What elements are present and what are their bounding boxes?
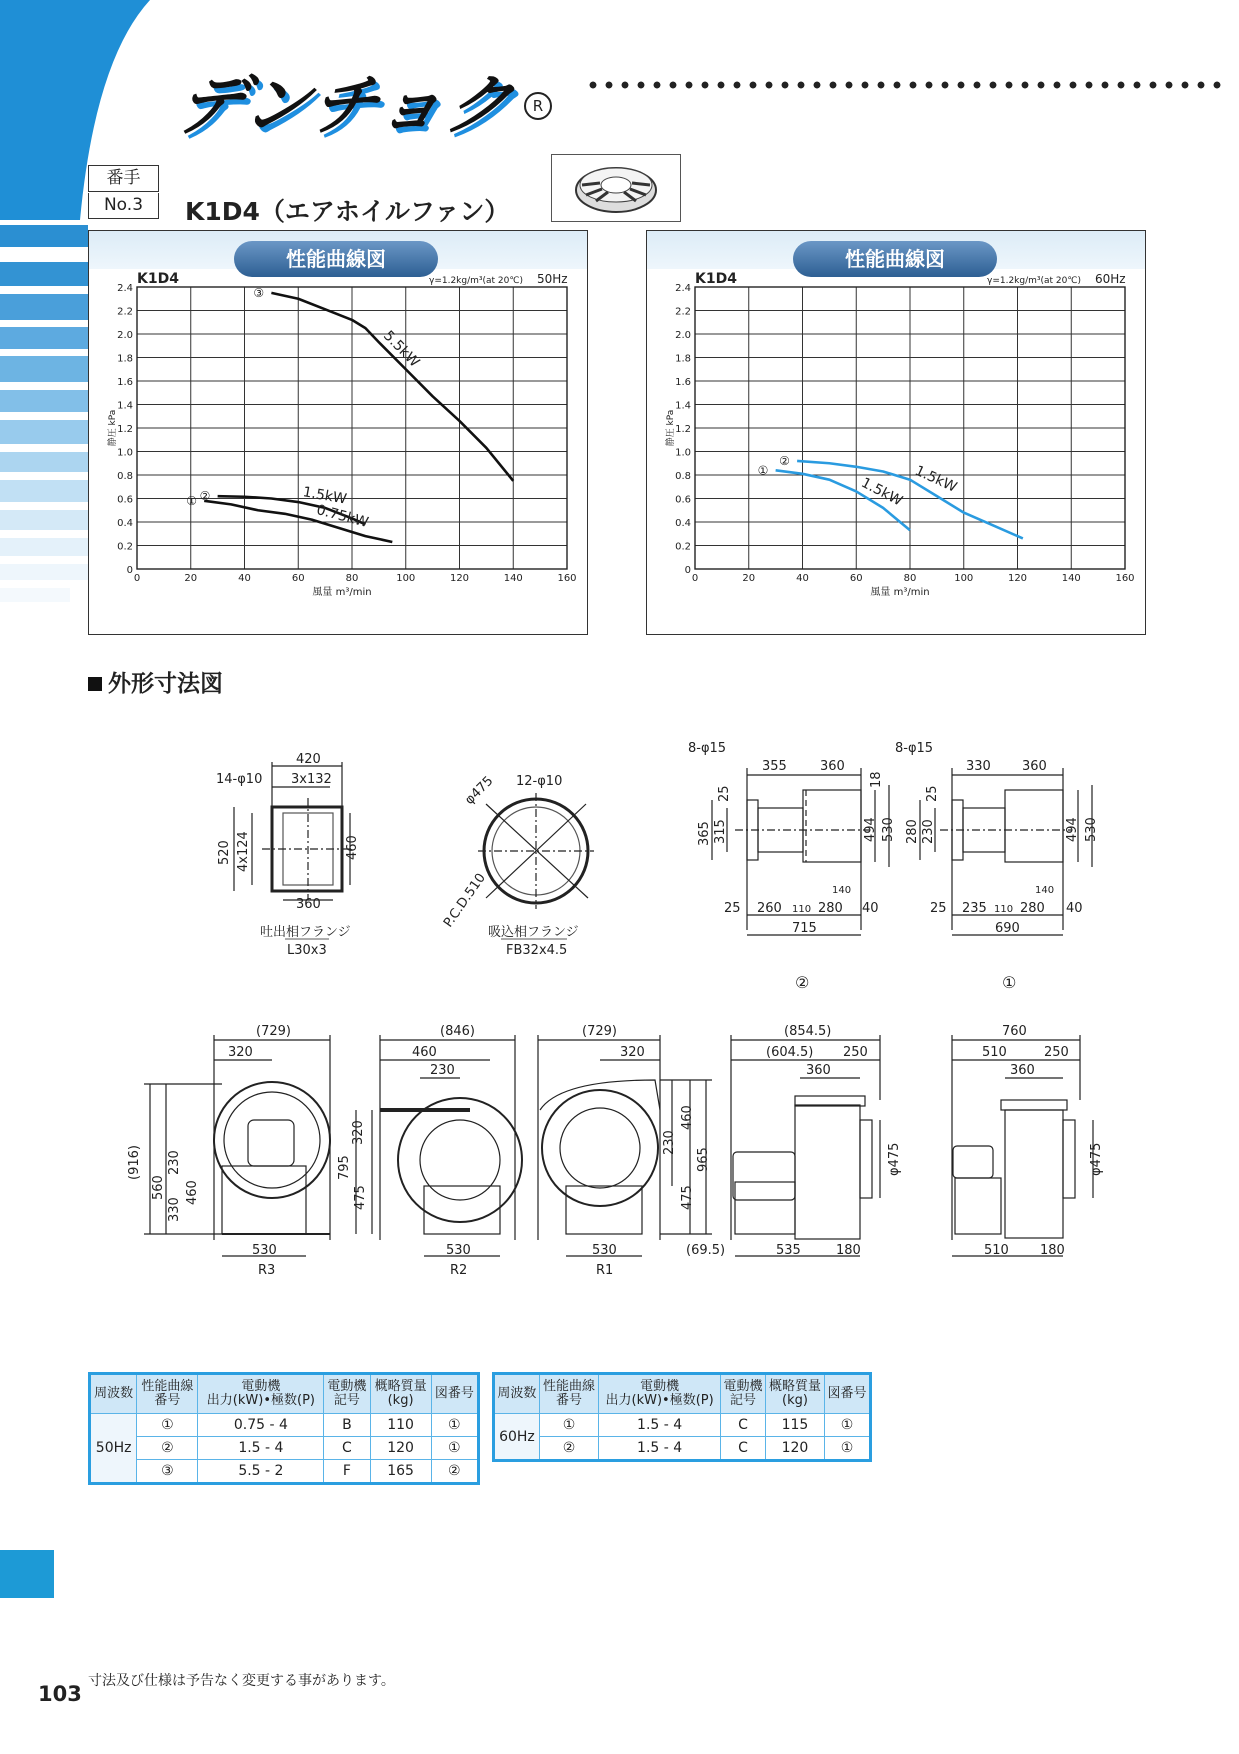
chart-model-label: K1D4: [137, 271, 179, 287]
curve-marker: ②: [779, 453, 790, 468]
dim-text: 360: [820, 759, 845, 774]
table-header: 電動機 記号: [324, 1374, 370, 1414]
y-tick-label: 0.6: [675, 494, 691, 506]
table-header: 電動機 出力(kW)•極数(P): [198, 1374, 324, 1414]
curve-power-label: 1.5kW: [858, 474, 905, 510]
y-tick-label: 2.2: [117, 306, 133, 318]
dim-text: 230: [921, 819, 936, 844]
dim-text: 355: [762, 759, 787, 774]
dim-text: 25: [717, 785, 732, 802]
dim-text: 12-φ10: [516, 774, 563, 789]
size-label: 番手: [88, 165, 159, 192]
front-view-r3: [127, 1024, 330, 1278]
table-row: [90, 1437, 479, 1460]
table-header: 周波数: [90, 1374, 137, 1414]
side-view-2: [731, 1024, 902, 1258]
chart-density-note: γ=1.2kg/m³(at 20℃): [987, 276, 1081, 286]
table-row: [494, 1414, 871, 1437]
dim-text: 110: [994, 904, 1014, 915]
dim-text: 360: [1010, 1063, 1035, 1078]
curve-power-label: 0.75kW: [314, 502, 371, 531]
flange-spec: L30x3: [287, 943, 327, 958]
flange-caption: 吸込相フランジ: [488, 925, 579, 940]
dim-text: 230: [167, 1150, 182, 1175]
y-tick-label: 0.2: [675, 541, 691, 553]
disclaimer-note: 寸法及び仕様は予告なく変更する事があります。: [88, 1673, 395, 1689]
y-tick-label: 0.4: [675, 518, 691, 529]
table-cell: 1.5 - 4: [599, 1414, 721, 1437]
dim-text: 510: [982, 1045, 1007, 1060]
table-cell: 115: [765, 1414, 824, 1437]
dim-text: 140: [832, 885, 852, 896]
y-tick-label: 2.0: [675, 330, 691, 341]
y-tick-label: 2.4: [675, 283, 691, 294]
x-tick-label: 140: [1061, 573, 1081, 584]
table-cell: 165: [370, 1460, 431, 1484]
curve-power-label: 1.5kW: [301, 484, 348, 508]
y-axis-label: 静圧 kPa: [666, 409, 676, 447]
fan-photo: [551, 154, 681, 222]
dim-text: 460: [680, 1105, 695, 1130]
side-view-1: [952, 1024, 1104, 1258]
curve-marker: ①: [757, 463, 769, 478]
table-cell: 1.5 - 4: [599, 1437, 721, 1461]
curve-power-label: 5.5kW: [380, 327, 423, 371]
dim-text: 360: [806, 1063, 831, 1078]
curve-marker: ③: [253, 285, 265, 300]
dim-text: (729): [256, 1024, 291, 1039]
dim-text: 320: [351, 1120, 366, 1145]
x-tick-label: 160: [557, 573, 577, 584]
table-cell: F: [324, 1460, 370, 1484]
table-cell: ③: [137, 1460, 198, 1484]
y-tick-label: 0.6: [117, 494, 133, 506]
dim-text: 530: [252, 1243, 277, 1258]
table-cell: 0.75 - 4: [198, 1414, 324, 1437]
dim-text: 230: [662, 1130, 677, 1155]
dim-text: 280: [818, 901, 843, 916]
dim-text: 280: [905, 819, 920, 844]
y-axis-label: 静圧 kPa: [108, 409, 118, 447]
decor-band: [0, 538, 88, 556]
table-cell: ②: [431, 1460, 478, 1484]
dotted-rule: [585, 80, 1225, 90]
table-header: 性能曲線 番号: [539, 1374, 598, 1414]
table-header: 図番号: [825, 1374, 871, 1414]
x-tick-label: 20: [184, 573, 198, 584]
table-cell: ①: [539, 1414, 598, 1437]
table-header: 概略質量 (kg): [765, 1374, 824, 1414]
dim-text: 530: [1084, 817, 1099, 842]
table-cell: C: [721, 1414, 766, 1437]
dim-text: 460: [185, 1180, 200, 1205]
table-cell: 120: [765, 1437, 824, 1461]
y-tick-label: 0.8: [117, 471, 133, 482]
registered-mark: R: [524, 92, 552, 120]
decor-band: [0, 588, 70, 602]
table-header: 電動機 記号: [721, 1374, 766, 1414]
table-row: [90, 1460, 479, 1484]
drawing-label: R3: [258, 1263, 276, 1278]
dim-text: 25: [925, 785, 940, 802]
y-tick-label: 1.6: [117, 377, 133, 388]
dim-text: 460: [345, 835, 360, 860]
decor-band: [0, 420, 88, 444]
x-tick-label: 80: [903, 573, 917, 584]
dim-text: 520: [217, 840, 232, 865]
drawing-number: ②: [795, 973, 810, 992]
y-tick-label: 1.2: [117, 424, 133, 435]
freq-cell: 60Hz: [494, 1414, 540, 1461]
performance-chart-60hz: [647, 269, 1145, 634]
chart-density-note: γ=1.2kg/m³(at 20℃): [429, 276, 523, 286]
chart-model-label: K1D4: [695, 271, 737, 287]
curve-power-label: 1.5kW: [912, 462, 960, 496]
y-tick-label: 2.4: [117, 283, 133, 294]
x-axis-label: 風量 m³/min: [870, 587, 930, 598]
table-cell: ①: [825, 1437, 871, 1461]
dim-text: 180: [836, 1243, 861, 1258]
y-tick-label: 0.8: [675, 471, 691, 482]
decor-band: [0, 225, 88, 247]
table-header: 概略質量 (kg): [370, 1374, 431, 1414]
dim-text: (846): [440, 1024, 475, 1039]
section-heading: [88, 665, 223, 698]
decor-band: [0, 390, 88, 412]
table-header: 周波数: [494, 1374, 540, 1414]
dim-text: 3x132: [291, 772, 332, 787]
front-view-r2: [337, 1024, 522, 1278]
dim-text: 420: [296, 752, 321, 767]
dim-text: φ475: [1089, 1142, 1104, 1176]
table-cell: C: [721, 1437, 766, 1461]
dim-text: (916): [127, 1145, 142, 1180]
dim-text: (854.5): [784, 1024, 832, 1039]
decor-band: [0, 327, 88, 349]
flange-spec: FB32x4.5: [506, 943, 568, 958]
section-bullet: [88, 677, 102, 691]
drawing-label: R2: [450, 1263, 468, 1278]
dim-text: 18: [869, 771, 884, 788]
dim-text: 320: [620, 1045, 645, 1060]
inlet-flange-drawing: [441, 774, 594, 958]
section-title: 外形寸法図: [108, 671, 223, 697]
dim-text: 365: [697, 821, 712, 846]
y-tick-label: 1.4: [117, 400, 133, 412]
front-view-r1: [538, 1024, 725, 1278]
flange-caption: 吐出相フランジ: [260, 925, 351, 940]
table-cell: 1.5 - 4: [198, 1437, 324, 1460]
y-tick-label: 1.6: [675, 377, 691, 388]
dim-text: 25: [930, 901, 947, 916]
spec-table-50hz: [88, 1372, 480, 1485]
y-tick-label: 1.2: [675, 424, 691, 435]
chart-frequency: 50Hz: [537, 272, 568, 286]
dim-text: 320: [228, 1045, 253, 1060]
chart-frequency: 60Hz: [1095, 272, 1126, 286]
dim-text: 690: [995, 921, 1020, 936]
table-header: 性能曲線 番号: [137, 1374, 198, 1414]
dimension-drawings: [0, 720, 1239, 1290]
dim-text: 795: [337, 1155, 352, 1180]
x-tick-label: 100: [954, 573, 974, 584]
x-axis-label: 風量 m³/min: [312, 587, 372, 598]
x-tick-label: 40: [796, 573, 809, 584]
x-tick-label: 60: [849, 573, 863, 584]
table-cell: C: [324, 1437, 370, 1460]
dim-text: 250: [1044, 1045, 1069, 1060]
performance-chart-50hz: [89, 269, 587, 634]
dim-text: φ475: [462, 773, 497, 808]
dim-text: 280: [1020, 901, 1045, 916]
decor-band: [0, 356, 88, 382]
decor-band: [0, 564, 88, 580]
top-view-1: [895, 741, 1099, 992]
decor-band: [0, 480, 88, 502]
dim-text: (69.5): [686, 1243, 726, 1258]
page-number: 103: [38, 1682, 82, 1706]
dim-text: 475: [680, 1185, 695, 1210]
x-tick-label: 120: [1007, 573, 1028, 584]
chart-panel-title: 性能曲線図: [234, 241, 438, 277]
table-header: 図番号: [431, 1374, 478, 1414]
dim-text: 360: [296, 897, 321, 912]
x-tick-label: 100: [396, 573, 416, 584]
dim-text: 530: [592, 1243, 617, 1258]
dim-text: 260: [757, 901, 782, 916]
x-tick-label: 40: [238, 573, 251, 584]
table-cell: 5.5 - 2: [198, 1460, 324, 1484]
y-tick-label: 1.0: [117, 447, 133, 459]
dim-text: 330: [167, 1197, 182, 1222]
x-tick-label: 160: [1115, 573, 1135, 584]
x-tick-label: 0: [691, 573, 699, 584]
dim-text: 360: [1022, 759, 1047, 774]
table-cell: ①: [825, 1414, 871, 1437]
table-cell: ①: [431, 1437, 478, 1460]
y-tick-label: 1.4: [675, 400, 691, 412]
model-title: K1D4（エアホイルファン）: [185, 197, 510, 226]
curve-marker: ②: [199, 489, 211, 504]
y-tick-label: 0: [126, 565, 133, 576]
dim-text: 510: [984, 1243, 1009, 1258]
outlet-flange-drawing: [216, 752, 360, 958]
dim-text: 530: [446, 1243, 471, 1258]
dim-text: 475: [353, 1185, 368, 1210]
dim-text: φ475: [887, 1142, 902, 1176]
table-row: [494, 1437, 871, 1461]
dim-text: 315: [713, 819, 728, 844]
y-tick-label: 2.0: [117, 330, 133, 341]
decor-band: [0, 294, 88, 320]
table-cell: ①: [137, 1414, 198, 1437]
dim-text: 460: [412, 1045, 437, 1060]
chart-panel-title: 性能曲線図: [793, 241, 997, 277]
dim-text: 230: [430, 1063, 455, 1078]
dim-text: 965: [696, 1147, 711, 1172]
x-tick-label: 140: [503, 573, 523, 584]
decor-band: [0, 262, 88, 286]
dim-text: 40: [1066, 901, 1083, 916]
curve-marker: ①: [186, 493, 197, 508]
dim-text: 760: [1002, 1024, 1027, 1039]
chart-panel-60hz: [646, 230, 1146, 635]
y-tick-label: 2.2: [675, 306, 691, 318]
y-tick-label: 0.2: [117, 541, 133, 553]
freq-cell: 50Hz: [90, 1414, 137, 1484]
dim-text: 330: [966, 759, 991, 774]
drawing-label: R1: [596, 1263, 614, 1278]
dim-text: 180: [1040, 1243, 1065, 1258]
y-tick-label: 1.8: [117, 353, 133, 365]
top-view-2: [688, 741, 896, 992]
page-tab: [0, 1550, 54, 1598]
brand-logo: デンチョク: [170, 67, 521, 144]
dim-text: 715: [792, 921, 817, 936]
decor-band: [0, 510, 88, 530]
table-cell: B: [324, 1414, 370, 1437]
dim-text: 140: [1035, 885, 1055, 896]
dim-text: (604.5): [766, 1045, 814, 1060]
dim-text: 494: [1065, 817, 1080, 842]
dim-text: 25: [724, 901, 741, 916]
dim-text: 14-φ10: [216, 772, 263, 787]
dim-text: 40: [862, 901, 879, 916]
table-header: 電動機 出力(kW)•極数(P): [599, 1374, 721, 1414]
curve-series-3: [271, 293, 513, 481]
table-cell: ①: [431, 1414, 478, 1437]
dim-text: 110: [792, 904, 812, 915]
spec-table-60hz: [492, 1372, 872, 1462]
dim-text: 535: [776, 1243, 801, 1258]
y-tick-label: 0: [684, 565, 691, 576]
dim-text: 8-φ15: [895, 741, 934, 756]
size-value: No.3: [88, 193, 159, 219]
y-tick-label: 1.0: [675, 447, 691, 459]
x-tick-label: 0: [133, 573, 141, 584]
table-cell: ②: [539, 1437, 598, 1461]
x-tick-label: 20: [742, 573, 756, 584]
dim-text: 4x124: [236, 831, 251, 872]
dim-text: 560: [151, 1175, 166, 1200]
chart-panel-50hz: [88, 230, 588, 635]
dim-text: 235: [962, 901, 987, 916]
dim-text: (729): [582, 1024, 617, 1039]
y-tick-label: 1.8: [675, 353, 691, 365]
dim-text: P.C.D.510: [440, 870, 489, 931]
dim-text: 8-φ15: [688, 741, 727, 756]
dim-text: 494: [863, 817, 878, 842]
table-cell: 110: [370, 1414, 431, 1437]
dim-text: 530: [881, 817, 896, 842]
x-tick-label: 120: [449, 573, 470, 584]
drawing-number: ①: [1002, 973, 1017, 992]
table-cell: ②: [137, 1437, 198, 1460]
table-cell: 120: [370, 1437, 431, 1460]
dim-text: 250: [843, 1045, 868, 1060]
x-tick-label: 80: [345, 573, 359, 584]
table-row: [90, 1414, 479, 1437]
x-tick-label: 60: [291, 573, 305, 584]
decor-band: [0, 452, 88, 472]
y-tick-label: 0.4: [117, 518, 133, 529]
